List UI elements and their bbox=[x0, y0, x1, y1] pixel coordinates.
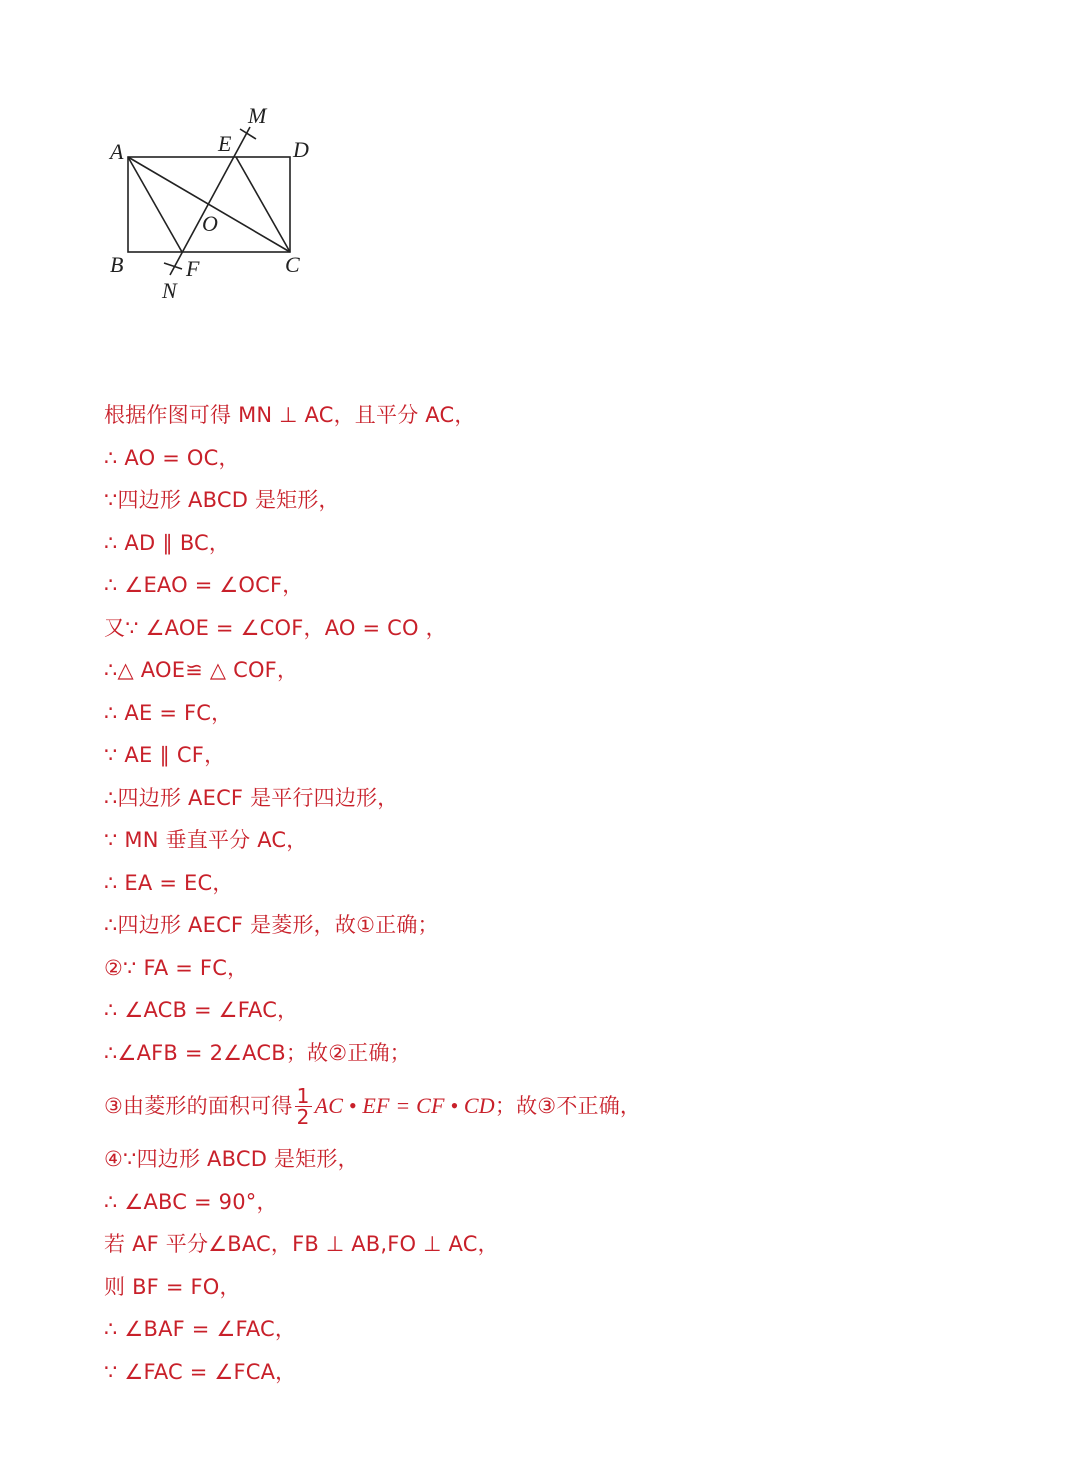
solution-line: ∴∠AFB = 2∠ACB；故②正确； bbox=[104, 1041, 411, 1065]
solution-line: ∴ EA = EC， bbox=[104, 871, 234, 895]
solution-line: 根据作图可得 MN ⊥ AC，且平分 AC， bbox=[104, 403, 476, 427]
solution-line: ∴ ∠ACB = ∠FAC， bbox=[104, 998, 299, 1022]
fraction-numerator: 1 bbox=[296, 1083, 310, 1108]
solution-line: ②∵ FA = FC， bbox=[104, 956, 249, 980]
label-d: D bbox=[293, 137, 309, 162]
solution-line: ∴ ∠EAO = ∠OCF， bbox=[104, 573, 304, 597]
label-m: M bbox=[248, 103, 267, 128]
solution-line: 则 BF = FO， bbox=[104, 1275, 241, 1299]
solution-line: ∵ MN 垂直平分 AC， bbox=[104, 828, 308, 852]
line-mn bbox=[170, 127, 250, 275]
solution-line: ④∵四边形 ABCD 是矩形， bbox=[104, 1147, 359, 1171]
solution-line: ∵四边形 ABCD 是矩形， bbox=[104, 488, 340, 512]
label-e: E bbox=[218, 131, 232, 156]
solution-line: ∴△ AOE≌ △ COF， bbox=[104, 658, 299, 682]
solution-line: ∵ ∠FAC = ∠FCA， bbox=[104, 1360, 297, 1384]
geometry-figure bbox=[100, 95, 330, 310]
segment-ec bbox=[236, 157, 290, 252]
solution-line: ∴ ∠ABC = 90°， bbox=[104, 1190, 278, 1214]
fraction-line-prefix: ③由菱形的面积可得 bbox=[104, 1094, 293, 1118]
fraction-one-half bbox=[295, 1083, 312, 1129]
solution-line: 又∵ ∠AOE = ∠COF，AO = CO ， bbox=[104, 616, 447, 640]
label-o: O bbox=[202, 211, 218, 236]
solution-line: ∴ AE = FC， bbox=[104, 701, 233, 725]
fraction-line-suffix: ；故③不正确， bbox=[494, 1094, 642, 1118]
fraction-denominator: 2 bbox=[296, 1104, 310, 1129]
solution-line: ∴ AD ∥ BC， bbox=[104, 531, 231, 555]
solution-line: ∴ AO = OC， bbox=[104, 446, 240, 470]
segment-af bbox=[128, 157, 182, 252]
label-b: B bbox=[110, 252, 124, 277]
solution-line: 若 AF 平分∠BAC，FB ⊥ AB,FO ⊥ AC， bbox=[104, 1232, 499, 1256]
solution-line: ∴四边形 AECF 是平行四边形， bbox=[104, 786, 399, 810]
label-a: A bbox=[110, 139, 124, 164]
area-formula: AC • EF = CF • CD bbox=[314, 1093, 495, 1118]
rectangle-diagram bbox=[100, 95, 330, 310]
solution-line-fraction bbox=[104, 1080, 641, 1130]
solution-line: ∴四边形 AECF 是菱形，故①正确； bbox=[104, 913, 439, 937]
label-n: N bbox=[162, 278, 177, 303]
label-c: C bbox=[285, 252, 300, 277]
label-f: F bbox=[186, 256, 200, 281]
solution-line: ∵ AE ∥ CF， bbox=[104, 743, 226, 767]
solution-line: ∴ ∠BAF = ∠FAC， bbox=[104, 1317, 297, 1341]
